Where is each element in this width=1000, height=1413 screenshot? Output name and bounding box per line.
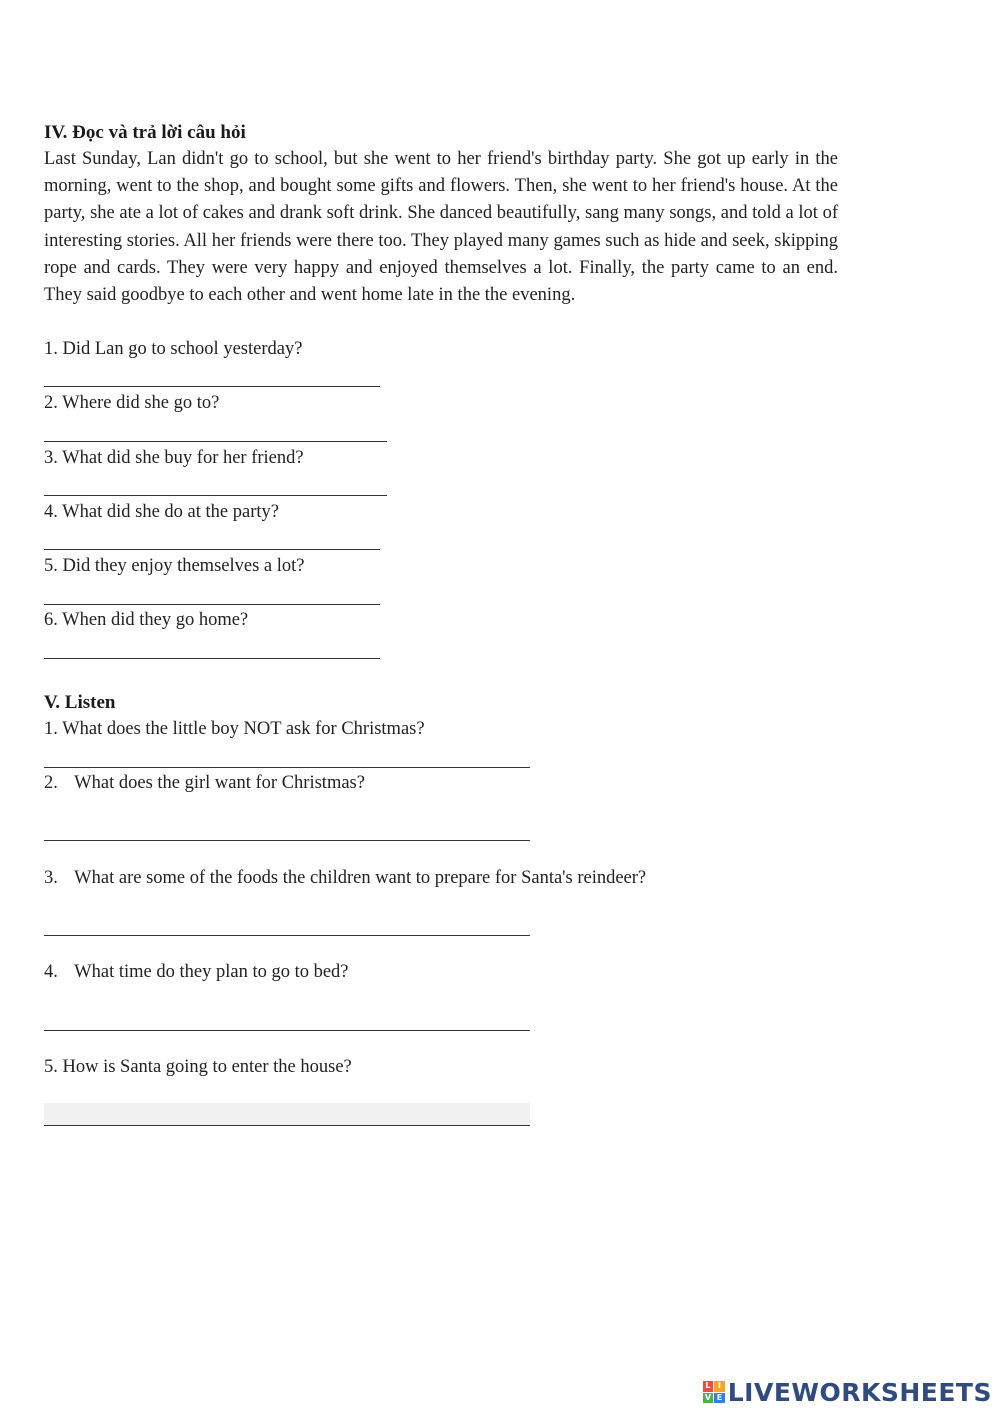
listening-question-1 <box>44 719 425 740</box>
reading-question-6: 6. When did they go home? <box>44 610 249 630</box>
logo-mark-letter-l: L <box>703 1381 714 1392</box>
answer-line-reading-5[interactable] <box>44 604 380 605</box>
listening-question-2-number: 2. <box>44 773 58 793</box>
listening-question-5-text: How is Santa going to enter the house? <box>62 1057 352 1077</box>
answer-line-listening-3[interactable] <box>44 935 530 936</box>
listening-question-4 <box>44 962 349 983</box>
listening-question-2-text: What does the girl want for Christmas? <box>74 773 365 793</box>
liveworksheets-logo <box>703 1377 992 1407</box>
liveworksheets-mark-icon <box>703 1381 725 1403</box>
listening-question-5 <box>44 1057 352 1078</box>
liveworksheets-wordmark: LIVEWORKSHEETS <box>727 1377 992 1407</box>
logo-mark-letter-v: V <box>703 1393 714 1404</box>
listening-question-3 <box>44 868 646 889</box>
reading-question-5: 5. Did they enjoy themselves a lot? <box>44 556 305 576</box>
listening-question-4-text: What time do they plan to go to bed? <box>74 962 349 982</box>
listening-question-1-text: What does the little boy NOT ask for Christmas? <box>62 719 425 739</box>
answer-line-listening-4[interactable] <box>44 1030 530 1031</box>
answer-line-listening-1[interactable] <box>44 767 530 768</box>
answer-line-listening-2[interactable] <box>44 840 530 841</box>
listening-question-3-text: What are some of the foods the children want to prepare for Santa's reindeer? <box>74 868 647 888</box>
listening-question-4-number: 4. <box>44 962 58 982</box>
reading-question-4: 4. What did she do at the party? <box>44 502 279 522</box>
logo-mark-letter-i: I <box>714 1381 725 1392</box>
reading-question-1: 1. Did Lan go to school yesterday? <box>44 339 303 359</box>
answer-line-reading-2[interactable] <box>44 441 387 442</box>
section-iv-heading: IV. Đọc và trả lời câu hỏi <box>44 122 246 143</box>
listening-question-3-number: 3. <box>44 868 58 888</box>
answer-line-reading-4[interactable] <box>44 549 380 550</box>
logo-mark-letter-e: E <box>714 1393 725 1404</box>
reading-question-2: 2. Where did she go to? <box>44 393 220 413</box>
listening-question-1-number: 1. <box>44 719 58 739</box>
reading-passage: Last Sunday, Lan didn't go to school, but she went to her friend's birthday party. She got up early in the morning, went to the shop, and bought some gifts and flowers. Then, she went to her friend's house. At the party, she ate a lot of cakes and drank soft drink. She danced beautifully, sang many songs, and told a lot of interesting stories. All her friends were there too. They played many games such as hide and seek, skipping rope and cards. They were very happy and enjoyed themselves a lot. Finally, the party came to an end. They said goodbye to each other and went home late in the the evening. <box>44 149 838 306</box>
listening-question-5-number: 5. <box>44 1057 58 1077</box>
answer-line-listening-5[interactable] <box>44 1125 530 1126</box>
answer-field-shading <box>44 1103 530 1125</box>
answer-line-reading-6[interactable] <box>44 658 380 659</box>
listening-question-2 <box>44 773 365 794</box>
section-v-heading: V. Listen <box>44 692 116 713</box>
answer-line-reading-3[interactable] <box>44 495 387 496</box>
answer-line-reading-1[interactable] <box>44 386 380 387</box>
reading-question-3: 3. What did she buy for her friend? <box>44 448 304 468</box>
